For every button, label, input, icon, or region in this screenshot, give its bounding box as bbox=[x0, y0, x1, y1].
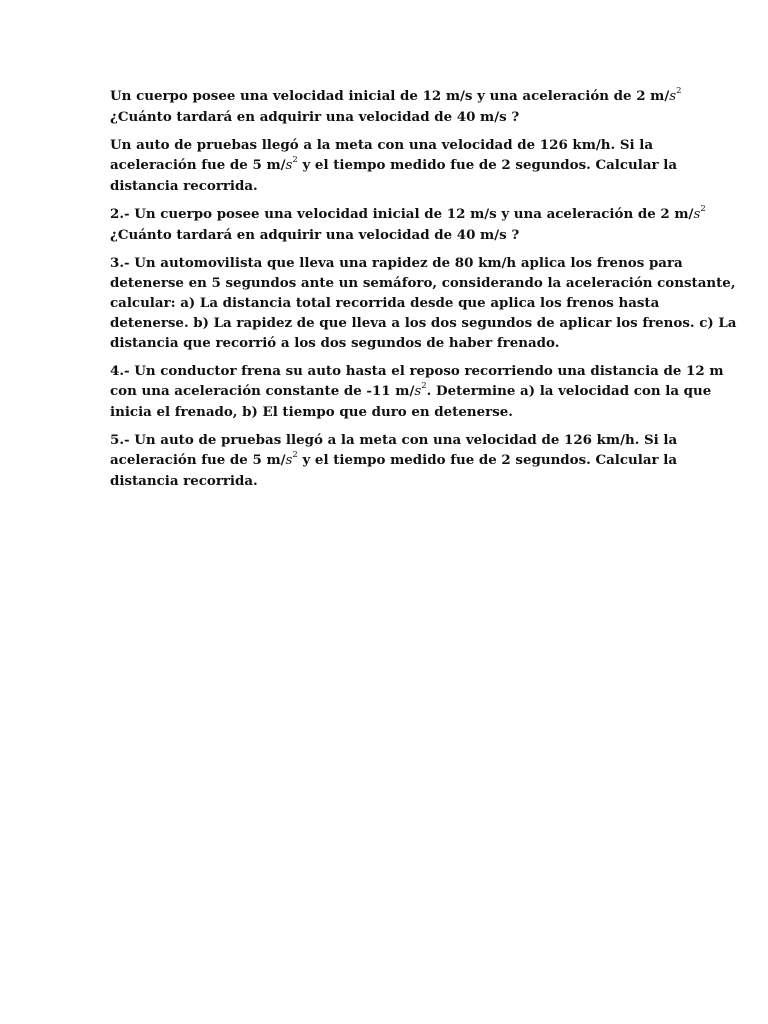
unit-symbol: s bbox=[285, 453, 293, 468]
text-line: detenerse en 5 segundos ante un semáforo, considerando la aceleración constante, bbox=[110, 275, 736, 291]
problem-paragraph bbox=[110, 86, 682, 127]
unit-symbol: s bbox=[285, 158, 293, 173]
text-segment: y el tiempo medido fue de 2 segundos. Calcular la bbox=[297, 157, 678, 173]
text-line: ¿Cuánto tardará en adquirir una velocidad de 40 m/s ? bbox=[110, 109, 520, 125]
text-segment: 2.- Un cuerpo posee una velocidad inicial de 12 m/s y una aceleración de 2 m/ bbox=[110, 206, 694, 222]
exponent: 2 bbox=[292, 155, 298, 165]
text-line: distancia que recorrió a los dos segundos de haber frenado. bbox=[110, 335, 560, 351]
text-segment: Un cuerpo posee una velocidad inicial de 12 m/s y una aceleración de 2 m/ bbox=[110, 88, 670, 104]
text-line bbox=[110, 155, 678, 176]
problem-paragraph bbox=[110, 204, 706, 245]
text-line: 4.- Un conductor frena su auto hasta el reposo recorriendo una distancia de 12 m bbox=[110, 363, 724, 379]
text-line: 3.- Un automovilista que lleva una rapidez de 80 km/h aplica los frenos para bbox=[110, 255, 683, 271]
text-segment: . Determine a) la velocidad con la que bbox=[426, 383, 712, 399]
exponent: 2 bbox=[700, 204, 706, 214]
text-line: Un auto de pruebas llegó a la meta con una velocidad de 126 km/h. Si la bbox=[110, 137, 654, 153]
exponent: 2 bbox=[676, 86, 682, 96]
text-line bbox=[110, 450, 678, 471]
text-line: distancia recorrida. bbox=[110, 473, 258, 489]
problem-paragraph bbox=[110, 253, 737, 353]
text-segment: aceleración fue de 5 m/ bbox=[110, 157, 286, 173]
document-page bbox=[110, 86, 737, 499]
problem-paragraph bbox=[110, 361, 724, 422]
text-segment: con una aceleración constante de -11 m/ bbox=[110, 383, 415, 399]
unit-symbol: s bbox=[669, 89, 677, 104]
text-line: inicia el frenado, b) El tiempo que duro en detenerse. bbox=[110, 404, 513, 420]
text-line: 5.- Un auto de pruebas llegó a la meta con una velocidad de 126 km/h. Si la bbox=[110, 432, 678, 448]
text-line bbox=[110, 381, 712, 402]
text-line: ¿Cuánto tardará en adquirir una velocidad de 40 m/s ? bbox=[110, 227, 520, 243]
text-line: detenerse. b) La rapidez de que lleva a los dos segundos de aplicar los frenos. c) La bbox=[110, 315, 737, 331]
problem-paragraph bbox=[110, 135, 678, 196]
text-line: distancia recorrida. bbox=[110, 178, 258, 194]
text-line: calcular: a) La distancia total recorrida desde que aplica los frenos hasta bbox=[110, 295, 660, 311]
unit-symbol: s bbox=[693, 207, 701, 222]
text-segment: y el tiempo medido fue de 2 segundos. Calcular la bbox=[297, 452, 678, 468]
exponent: 2 bbox=[421, 381, 427, 391]
problem-paragraph bbox=[110, 430, 678, 491]
unit-symbol: s bbox=[414, 384, 422, 399]
exponent: 2 bbox=[292, 450, 298, 460]
text-line bbox=[110, 204, 706, 225]
text-segment: aceleración fue de 5 m/ bbox=[110, 452, 286, 468]
text-line bbox=[110, 86, 682, 107]
